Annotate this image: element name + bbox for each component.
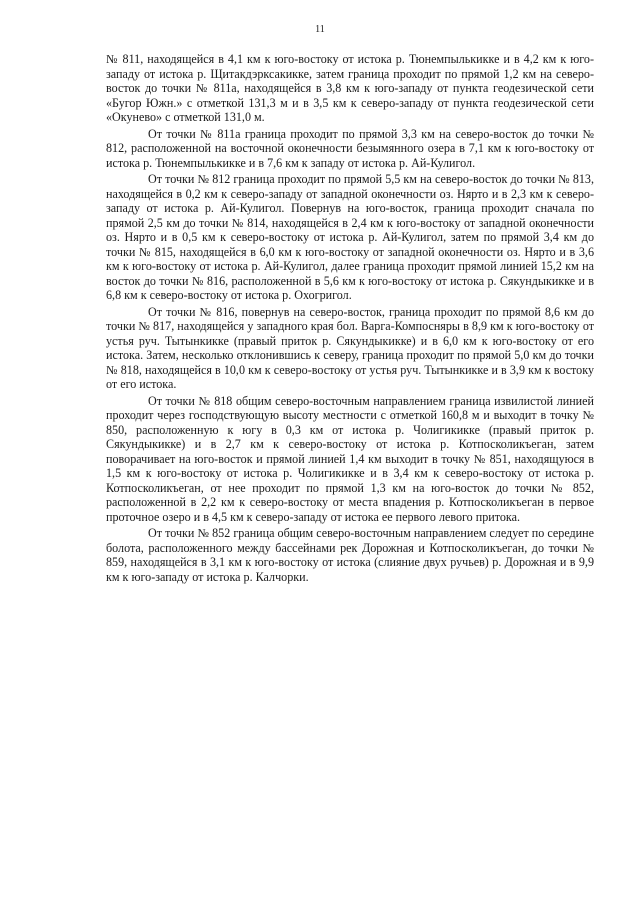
paragraph-6: От точки № 852 граница общим северо-восточным направлением следует по середине болота, расположенного между бассейнами рек Дорожная и Котпосколикъеган, до точки № 859, находящейся в 3,1 км к юго-востоку от истока (слияние двух ручьев) р. Дорожная и в 9,9 км к юго-западу от истока р. Калчорки.: [106, 526, 594, 584]
page-number: 11: [315, 24, 325, 35]
paragraph-3: От точки № 812 граница проходит по прямой 5,5 км на северо-восток до точки № 813, находящейся в 0,2 км к северо-западу от западной оконечности оз. Нярто и в 2,3 км к северо-западу от истока р. Ай-Кулигол. Повернув на юго-восток, граница проходит сначала по прямой 2,5 км до точки № 814, находящейся в 2,4 км к юго-востоку от западной оконечности оз. Нярто и в 0,5 км к северо-востоку от истока р. Ай-Кулигол, затем по прямой 3,4 км до точки № 815, находящейся в 6,0 км к юго-востоку от западной оконечности оз. Нярто и в 3,6 км к юго-востоку от истока р. Ай-Кулигол, далее граница проходит прямой линией 15,2 км на восток до точки № 816, расположенной в 5,6 км к юго-востоку от истока р. Сякундыкикке и в 6,8 км к северо-востоку от истока р. Охогригол.: [106, 172, 594, 302]
paragraph-1: № 811, находящейся в 4,1 км к юго-востоку от истока р. Тюнемпылькикке и в 4,2 км к юго-западу от истока р. Щитакдэрксакикке, затем граница проходит по прямой 1,2 км на северо-восток до точки № 811а, находящейся в 3,8 км к юго-западу от пункта геодезической сети «Бугор Южн.» с отметкой 131,3 м и в 3,5 км к северо-западу от пункта геодезической сети «Окунево» с отметкой 131,0 м.: [106, 52, 594, 124]
body-text: [106, 52, 594, 586]
paragraph-4: От точки № 816, повернув на северо-восток, граница проходит по прямой 8,6 км до точки № 817, находящейся у западного края бол. Варга-Компосняры в 8,9 км к юго-востоку от устья руч. Тытынкикке (правый приток р. Сякундыкикке) и в 6,0 км к юго-востоку от его истока. Затем, несколько отклонившись к северу, граница проходит по прямой 5,0 км до точки № 818, находящейся в 10,0 км к северо-востоку от устья руч. Тытынкикке и в 3,9 км к востоку от его истока.: [106, 304, 594, 391]
paragraph-5: От точки № 818 общим северо-восточным направлением граница извилистой линией проходит через господствующую высоту местности с отметкой 160,8 м и выходит в точку № 850, расположенную к югу в 0,3 км от истока р. Чолигикикке (правый приток р. Сякундыкикке) и в 2,7 км к северо-востоку от истока р. Котпосколикъеган, затем поворачивает на юго-восток и прямой линией 1,4 км выходит в точку № 851, находящуюся в 1,5 км к юго-востоку от истока р. Чолигикикке и в 3,4 км к северо-востоку от истока р. Котпосколикъеган, от нее проходит по прямой 1,3 км на юго-восток до точки № 852, расположенной в 2,2 км к северо-востоку от места впадения р. Котпосколикъеган в первое проточное озеро и в 4,5 км к северо-западу от истока ее первого левого притока.: [106, 393, 594, 524]
paragraph-2: От точки № 811а граница проходит по прямой 3,3 км на северо-восток до точки № 812, расположенной на восточной оконечности безымянного озера в 7,1 км к юго-востоку от истока р. Тюнемпылькикке и в 7,6 км к западу от истока р. Ай-Кулигол.: [106, 126, 594, 170]
